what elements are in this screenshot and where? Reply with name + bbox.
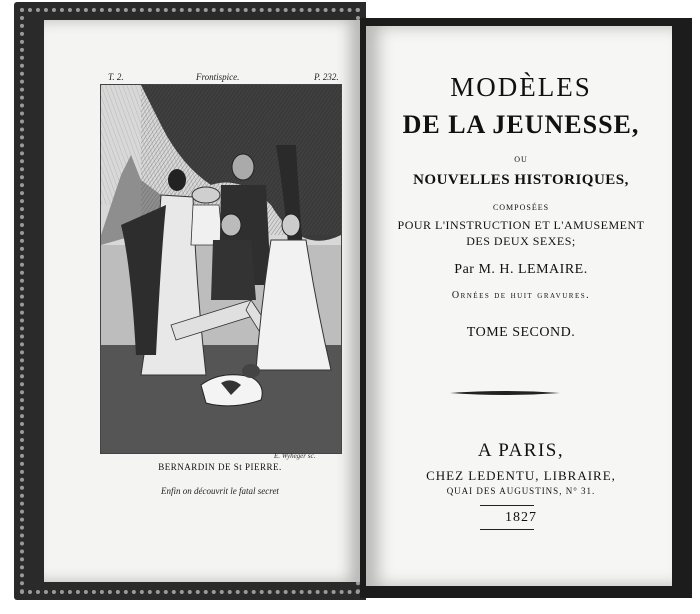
purpose-line: POUR L'INSTRUCTION ET L'AMUSEMENT bbox=[397, 218, 645, 232]
publisher-line: CHEZ LEDENTU, LIBRAIRE, bbox=[426, 468, 616, 483]
title-line-2: DE LA JEUNESSE, bbox=[402, 110, 640, 139]
volume-line: TOME SECOND. bbox=[466, 325, 576, 340]
year-rule-bottom bbox=[480, 529, 534, 530]
engraving-illustration bbox=[101, 85, 341, 453]
plate-caption-author: BERNARDIN DE St PIERRE. bbox=[158, 462, 282, 472]
audience-line: DES DEUX SEXES; bbox=[466, 234, 576, 248]
plate-page-label: P. 232. bbox=[314, 72, 339, 82]
title-line-1: MODÈLES bbox=[450, 72, 592, 102]
plate-caption-quote: Enfin on découvrit le fatal secret bbox=[161, 486, 279, 496]
author-line: Par M. H. LEMAIRE. bbox=[454, 262, 588, 277]
composees-line: COMPOSÉES bbox=[492, 203, 550, 212]
year-rule-top bbox=[480, 505, 534, 506]
engraver-signature: E. Wyheger sc. bbox=[274, 452, 316, 460]
plate-tome-label: T. 2. bbox=[108, 72, 124, 82]
frontispiece-engraving bbox=[100, 84, 342, 454]
publication-city: A PARIS, bbox=[477, 440, 565, 461]
plate-header-title: Frontispice. bbox=[196, 72, 240, 82]
publisher-address: QUAI DES AUGUSTINS, N° 31. bbox=[446, 486, 596, 496]
ornamental-rule bbox=[450, 388, 560, 398]
publication-year: 1827 bbox=[505, 510, 537, 525]
illustrations-line: Ornées de huit gravures. bbox=[451, 290, 591, 301]
subtitle: NOUVELLES HISTORIQUES, bbox=[413, 172, 629, 188]
title-ou: OU bbox=[514, 155, 528, 164]
